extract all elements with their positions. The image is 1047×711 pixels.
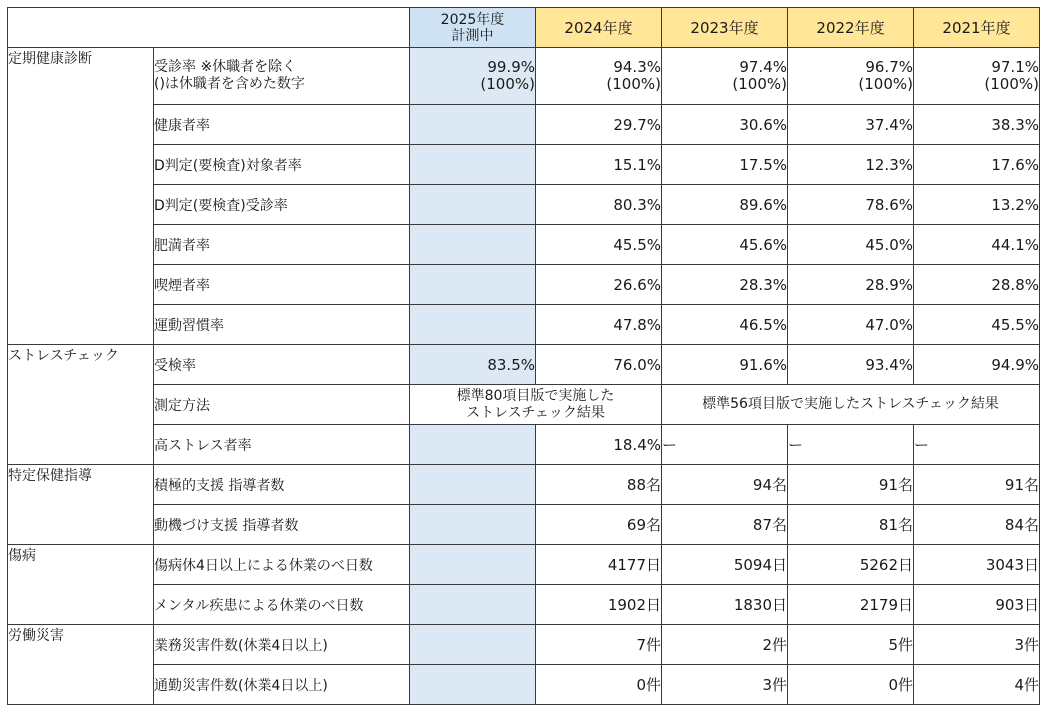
table-row bbox=[8, 665, 1040, 705]
header-current-year-status: 計測中 bbox=[451, 27, 494, 44]
cell-2021: 84名 bbox=[914, 505, 1040, 545]
cell-2021: 17.6% bbox=[914, 145, 1040, 185]
cell-value: 99.9% bbox=[487, 58, 535, 76]
cell-2023: 30.6% bbox=[662, 105, 788, 145]
cell-2022: 78.6% bbox=[788, 185, 914, 225]
cell-2024: 26.6% bbox=[536, 265, 662, 305]
header-current-year bbox=[410, 8, 536, 48]
table-row bbox=[8, 465, 1040, 505]
cell-current bbox=[410, 145, 536, 185]
cell-2023: 5094日 bbox=[662, 545, 788, 585]
cell-2023: 46.5% bbox=[662, 305, 788, 345]
table-row bbox=[8, 505, 1040, 545]
cell-2022: 12.3% bbox=[788, 145, 914, 185]
header-blank bbox=[8, 8, 410, 48]
cell-2021: 903日 bbox=[914, 585, 1040, 625]
cell-2021: 13.2% bbox=[914, 185, 1040, 225]
cell-2024: 1902日 bbox=[536, 585, 662, 625]
table-row bbox=[8, 585, 1040, 625]
cell-value: 97.4% bbox=[739, 58, 787, 76]
table-row bbox=[8, 385, 1040, 425]
cell-2022: 5262日 bbox=[788, 545, 914, 585]
table-row bbox=[8, 425, 1040, 465]
table-row bbox=[8, 345, 1040, 385]
category-stress: ストレスチェック bbox=[8, 345, 154, 465]
cell-2021: 91名 bbox=[914, 465, 1040, 505]
category-checkup: 定期健康診断 bbox=[8, 48, 154, 345]
cell-current bbox=[410, 48, 536, 105]
cell-2023: ー bbox=[662, 425, 788, 465]
cell-2022: 47.0% bbox=[788, 305, 914, 345]
cell-current bbox=[410, 545, 536, 585]
cell-current bbox=[410, 665, 536, 705]
table-row bbox=[8, 265, 1040, 305]
cell-2021: 44.1% bbox=[914, 225, 1040, 265]
cell-2022 bbox=[788, 48, 914, 105]
cell-value: 96.7% bbox=[865, 58, 913, 76]
cell-2024: 47.8% bbox=[536, 305, 662, 345]
cell-2023: 3件 bbox=[662, 665, 788, 705]
table-row bbox=[8, 185, 1040, 225]
cell-2022: 93.4% bbox=[788, 345, 914, 385]
cell-current bbox=[410, 265, 536, 305]
header-year-2021: 2021年度 bbox=[914, 8, 1040, 48]
cell-2024: 15.1% bbox=[536, 145, 662, 185]
method-text-line1: 標準80項目版で実施した bbox=[456, 387, 615, 404]
row-label: メンタル疾患による休業のべ日数 bbox=[154, 585, 410, 625]
cell-current bbox=[410, 465, 536, 505]
cell-current: 83.5% bbox=[410, 345, 536, 385]
category-accident: 労働災害 bbox=[8, 625, 154, 705]
cell-current bbox=[410, 185, 536, 225]
cell-2023 bbox=[662, 48, 788, 105]
row-label: 業務災害件数(休業4日以上) bbox=[154, 625, 410, 665]
cell-2022: 81名 bbox=[788, 505, 914, 545]
category-guidance: 特定保健指導 bbox=[8, 465, 154, 545]
table-row bbox=[8, 105, 1040, 145]
row-label: 積極的支援 指導者数 bbox=[154, 465, 410, 505]
cell-2021: ー bbox=[914, 425, 1040, 465]
row-label: D判定(要検査)受診率 bbox=[154, 185, 410, 225]
row-label-line2: ()は休職者を含めた数字 bbox=[154, 76, 305, 92]
row-label: 傷病休4日以上による休業のべ日数 bbox=[154, 545, 410, 585]
cell-2022: 91名 bbox=[788, 465, 914, 505]
table-row bbox=[8, 625, 1040, 665]
cell-2022: 37.4% bbox=[788, 105, 914, 145]
header-row bbox=[8, 8, 1040, 48]
cell-2023: 89.6% bbox=[662, 185, 788, 225]
row-label: 動機づけ支援 指導者数 bbox=[154, 505, 410, 545]
cell-2024: 4177日 bbox=[536, 545, 662, 585]
header-current-year-label: 2025年度 bbox=[440, 11, 505, 28]
cell-2021 bbox=[914, 48, 1040, 105]
cell-2021: 3043日 bbox=[914, 545, 1040, 585]
cell-2024: 29.7% bbox=[536, 105, 662, 145]
cell-2023: 87名 bbox=[662, 505, 788, 545]
table-row bbox=[8, 145, 1040, 185]
cell-current bbox=[410, 225, 536, 265]
cell-2022: 0件 bbox=[788, 665, 914, 705]
header-year-2022: 2022年度 bbox=[788, 8, 914, 48]
cell-2024: 45.5% bbox=[536, 225, 662, 265]
cell-current bbox=[410, 425, 536, 465]
cell-current bbox=[410, 585, 536, 625]
cell-current bbox=[410, 105, 536, 145]
row-label: D判定(要検査)対象者率 bbox=[154, 145, 410, 185]
cell-2024: 0件 bbox=[536, 665, 662, 705]
method-text-line2: ストレスチェック結果 bbox=[466, 404, 605, 421]
cell-2021: 38.3% bbox=[914, 105, 1040, 145]
cell-2023: 1830日 bbox=[662, 585, 788, 625]
row-label: 通勤災害件数(休業4日以上) bbox=[154, 665, 410, 705]
cell-2021: 45.5% bbox=[914, 305, 1040, 345]
cell-value-sub: (100%) bbox=[606, 75, 661, 93]
cell-current bbox=[410, 505, 536, 545]
cell-2024: 18.4% bbox=[536, 425, 662, 465]
header-year-2023: 2023年度 bbox=[662, 8, 788, 48]
row-label bbox=[154, 48, 410, 105]
cell-2023: 28.3% bbox=[662, 265, 788, 305]
cell-2023: 17.5% bbox=[662, 145, 788, 185]
cell-2023: 91.6% bbox=[662, 345, 788, 385]
cell-value-sub: (100%) bbox=[480, 75, 535, 93]
table-row bbox=[8, 305, 1040, 345]
health-stats-table bbox=[7, 7, 1040, 705]
method-merged-past: 標準56項目版で実施したストレスチェック結果 bbox=[662, 385, 1040, 425]
cell-current bbox=[410, 305, 536, 345]
cell-2021: 3件 bbox=[914, 625, 1040, 665]
cell-2024 bbox=[536, 48, 662, 105]
table-row bbox=[8, 545, 1040, 585]
cell-2021: 4件 bbox=[914, 665, 1040, 705]
header-year-2024: 2024年度 bbox=[536, 8, 662, 48]
category-illness: 傷病 bbox=[8, 545, 154, 625]
method-merged-current bbox=[410, 385, 662, 425]
row-label: 運動習慣率 bbox=[154, 305, 410, 345]
cell-2024: 69名 bbox=[536, 505, 662, 545]
table-row bbox=[8, 48, 1040, 105]
cell-2022: 45.0% bbox=[788, 225, 914, 265]
cell-2024: 76.0% bbox=[536, 345, 662, 385]
row-label: 喫煙者率 bbox=[154, 265, 410, 305]
table-row bbox=[8, 225, 1040, 265]
cell-2023: 94名 bbox=[662, 465, 788, 505]
cell-2021: 94.9% bbox=[914, 345, 1040, 385]
cell-2021: 28.8% bbox=[914, 265, 1040, 305]
cell-value-sub: (100%) bbox=[732, 75, 787, 93]
cell-value-sub: (100%) bbox=[984, 75, 1039, 93]
row-label: 肥満者率 bbox=[154, 225, 410, 265]
row-label: 健康者率 bbox=[154, 105, 410, 145]
cell-2022: ー bbox=[788, 425, 914, 465]
cell-value: 97.1% bbox=[991, 58, 1039, 76]
cell-2024: 88名 bbox=[536, 465, 662, 505]
cell-2022: 2179日 bbox=[788, 585, 914, 625]
cell-2024: 7件 bbox=[536, 625, 662, 665]
cell-2024: 80.3% bbox=[536, 185, 662, 225]
cell-2023: 2件 bbox=[662, 625, 788, 665]
cell-2022: 28.9% bbox=[788, 265, 914, 305]
row-label: 高ストレス者率 bbox=[154, 425, 410, 465]
cell-current bbox=[410, 625, 536, 665]
cell-2022: 5件 bbox=[788, 625, 914, 665]
cell-2023: 45.6% bbox=[662, 225, 788, 265]
cell-value-sub: (100%) bbox=[858, 75, 913, 93]
row-label: 受検率 bbox=[154, 345, 410, 385]
row-label-line1: 受診率 ※休職者を除く bbox=[154, 59, 297, 75]
cell-value: 94.3% bbox=[613, 58, 661, 76]
row-label: 測定方法 bbox=[154, 385, 410, 425]
